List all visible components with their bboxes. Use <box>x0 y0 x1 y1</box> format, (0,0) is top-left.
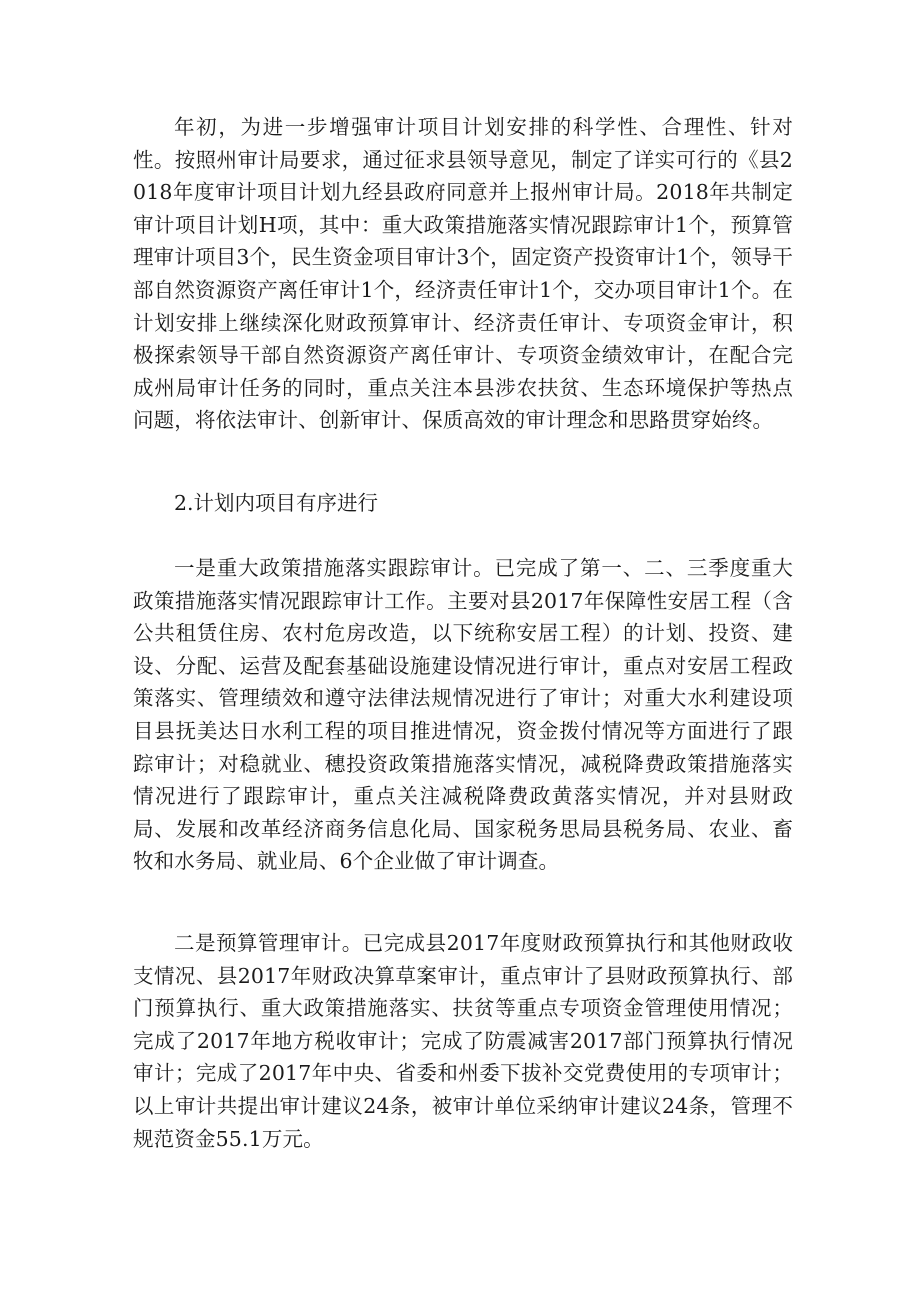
paragraph-budget-management-audit: 二是预算管理审计。已完成县2017年度财政预算执行和其他财政收支情况、县2017年财政决算草案审计，重点审计了县财政预算执行、部门预算执行、重大政策措施落实、扶贫等重点专项资金管理使用情况；完成了2017年地方税收审计；完成了防震减害2017部门预算执行情况审计；完成了2017年中央、省委和州委下拔补交党费使用的专项审计；以上审计共提出审计建议24条，被审计单位采纳审计建议24条，管理不规范资金55.1万元。 <box>133 931 793 1151</box>
paragraph-annual-plan: 年初，为进一步增强审计项目计划安排的科学性、合理性、针对性。按照州审计局要求，通过征求县领导意见，制定了详实可行的《县2018年度审计项目计划九经县政府同意并上报州审计局。2018年共制定审计项目计划H项，其中：重大政策措施落实情况跟踪审计1个，预算管理审计项目3个，民生资金项目审计3个，固定资产投资审计1个，领导干部自然资源资产离任审计1个，经济责任审计1个，交办项目审计1个。在计划安排上继续深化财政预算审计、经济责任审计、专项资金审计，积极探索领导干部自然资源资产离任审计、专项资金绩效审计，在配合完成州局审计任务的同时，重点关注本县涉农扶贫、生态环境保护等热点问题，将依法审计、创新审计、保质高效的审计理念和思路贯穿始终。 <box>133 115 793 433</box>
paragraph-policy-tracking-audit: 一是重大政策措施落实跟踪审计。已完成了第一、二、三季度重大政策措施落实情况跟踪审计工作。主要对县2017年保障性安居工程（含公共租赁住房、农村危房改造，以下统称安居工程）的计划、投资、建设、分配、运营及配套基础设施建设情况进行审计，重点对安居工程政策落实、管理绩效和遵守法律法规情况进行了审计；对重大水利建设项目县抚美达日水利工程的项目推进情况，资金拨付情况等方面进行了跟踪审计；对稳就业、穗投资政策措施落实情况，减税降费政策措施落实情况进行了跟踪审计，重点关注减税降费政黄落实情况，并对县财政局、发展和改革经济商务信息化局、国家税务思局县税务局、农业、畜牧和水务局、就业局、6个企业做了审计调查。 <box>133 556 793 874</box>
section-heading: 2.计划内项目有序进行 <box>174 491 379 515</box>
